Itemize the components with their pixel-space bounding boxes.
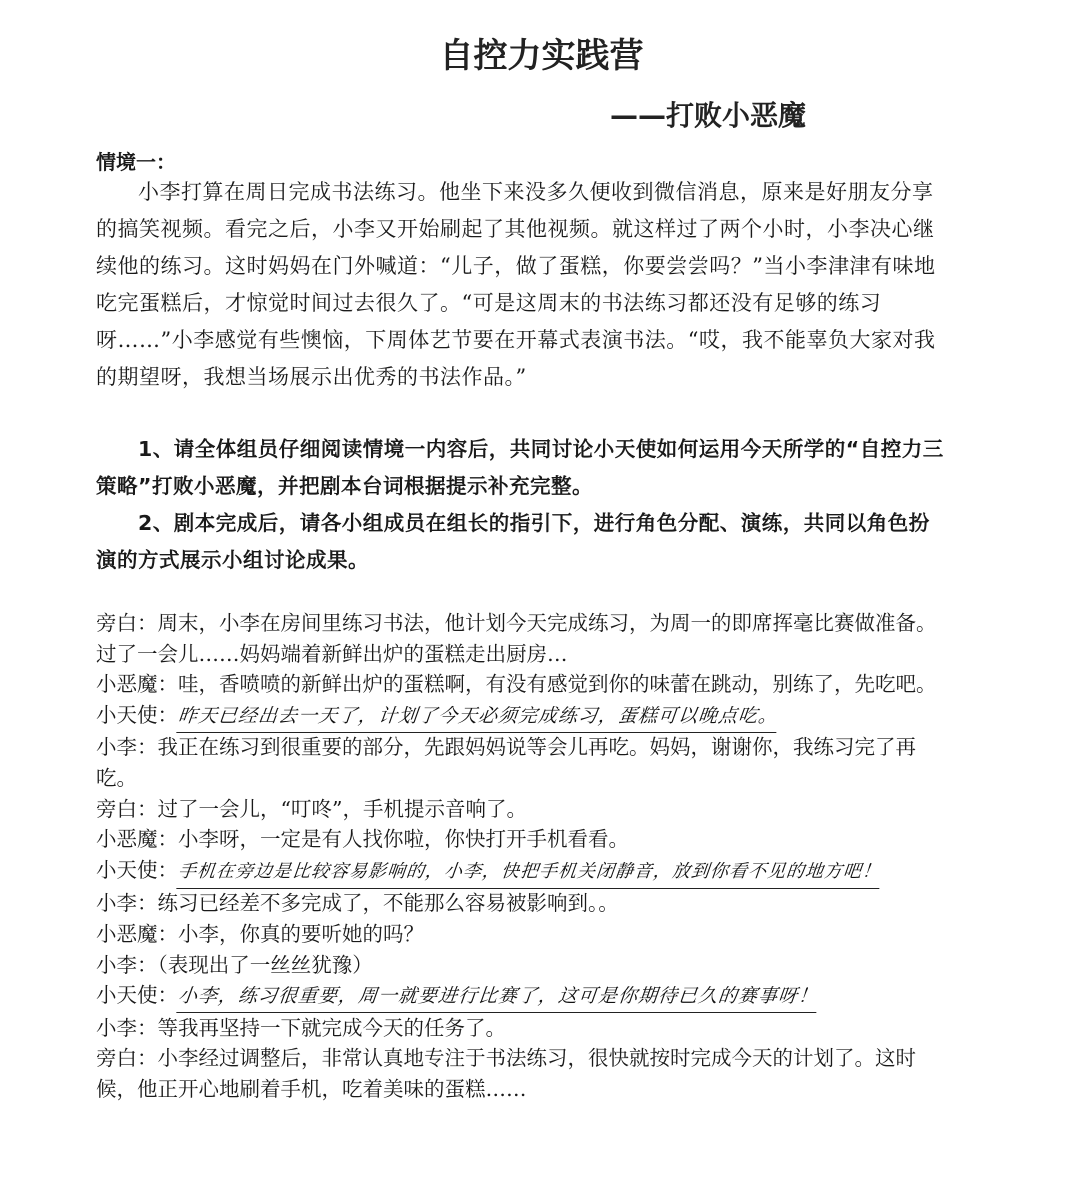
script-line: [96, 794, 1056, 825]
handwritten-answer: 手机在旁边是比较容易影响的，小李，快把手机关闭静音，放到你看不见的地方吧！: [176, 857, 882, 889]
script-line: [96, 919, 1056, 950]
script-line: [96, 888, 1056, 919]
speaker-label: 旁白：: [96, 796, 158, 821]
script-line: [96, 700, 1056, 733]
task-2: 2、剧本完成后，请各小组成员在组长的指引下，进行角色分配、演练，共同以角色扮演的方式展示小组讨论成果。: [96, 511, 930, 572]
speaker-label: 小天使：: [96, 983, 178, 1008]
scenario-label: 情境一：: [96, 150, 176, 174]
speaker-label: 小李：: [96, 1015, 158, 1040]
script-line: [96, 608, 946, 669]
speaker-label: 小天使：: [96, 702, 178, 727]
line-text: 周末，小李在房间里练习书法，他计划今天完成练习，为周一的即席挥毫比赛做准备。过了一会儿……妈妈端着新鲜出炉的蛋糕走出厨房…: [96, 611, 937, 666]
speaker-label: 小恶魔：: [96, 827, 178, 852]
line-text: 练习已经差不多完成了，不能那么容易被影响到。。: [157, 891, 619, 916]
speaker-label: 小恶魔：: [96, 921, 178, 946]
handwritten-answer: 昨天已经出去一天了，计划了今天必须完成练习，蛋糕可以晚点吃。: [176, 701, 779, 733]
line-text: 小李呀，一定是有人找你啦，你快打开手机看看。: [178, 827, 629, 852]
scenario-story: 小李打算在周日完成书法练习。他坐下来没多久便收到微信消息，原来是好朋友分享的搞笑视频。看完之后，小李又开始刷起了其他视频。就这样过了两个小时，小李决心继续他的练习。这时妈妈在门外喊道：“儿子，做了蛋糕，你要尝尝吗？”当小李津津有味地吃完蛋糕后，才惊觉时间过去很久了。“可是这周末的书法练习都还没有足够的练习呀……”小李感觉有些懊恼，下周体艺节要在开幕式表演书法。“哎，我不能辜负大家对我的期望呀，我想当场展示出优秀的书法作品。”: [96, 180, 936, 389]
script-line: [96, 1043, 946, 1104]
speaker-label: 旁白：: [96, 611, 158, 635]
script-line: [96, 855, 1056, 889]
speaker-label: 小李：: [96, 735, 158, 760]
script-line: [96, 1013, 1056, 1044]
line-text: （表现出了一丝丝犹豫）: [157, 952, 373, 977]
line-text: 小李，你真的要听她的吗？: [178, 921, 424, 946]
page-subtitle: ——打败小恶魔: [610, 99, 807, 132]
line-text: 我正在练习到很重要的部分，先跟妈妈说等会儿再吃。妈妈，谢谢你，我练习完了再吃。: [96, 735, 916, 790]
line-text: 小李经过调整后，非常认真地专注于书法练习，很快就按时完成今天的计划了。这时候，他正开心地刷着手机，吃着美味的蛋糕……: [96, 1046, 916, 1101]
script-line: [96, 669, 946, 700]
script-line: [96, 824, 1056, 855]
script-line: [96, 732, 946, 793]
speaker-label: 旁白：: [96, 1046, 158, 1071]
script-dialogue: [96, 608, 1056, 1105]
script-line: [96, 980, 1056, 1013]
speaker-label: 小李：: [96, 952, 158, 977]
speaker-label: 小李：: [96, 891, 158, 916]
handwritten-answer: 小李，练习很重要，周一就要进行比赛了，这可是你期待已久的赛事呀！: [176, 981, 819, 1013]
script-line: [96, 950, 1056, 981]
line-text: 等我再坚持一下就完成今天的任务了。: [157, 1015, 506, 1040]
speaker-label: 小天使：: [96, 857, 178, 882]
line-text: 哇，香喷喷的新鲜出炉的蛋糕啊，有没有感觉到你的味蕾在跳动，别练了，先吃吧。: [178, 672, 937, 697]
task-1: 1、请全体组员仔细阅读情境一内容后，共同讨论小天使如何运用今天所学的“自控力三策略”打败小恶魔，并把剧本台词根据提示补充完整。: [96, 437, 944, 498]
line-text: 过了一会儿，“叮咚”，手机提示音响了。: [157, 796, 527, 821]
page-title: 自控力实践营: [439, 36, 644, 76]
speaker-label: 小恶魔：: [96, 672, 178, 697]
